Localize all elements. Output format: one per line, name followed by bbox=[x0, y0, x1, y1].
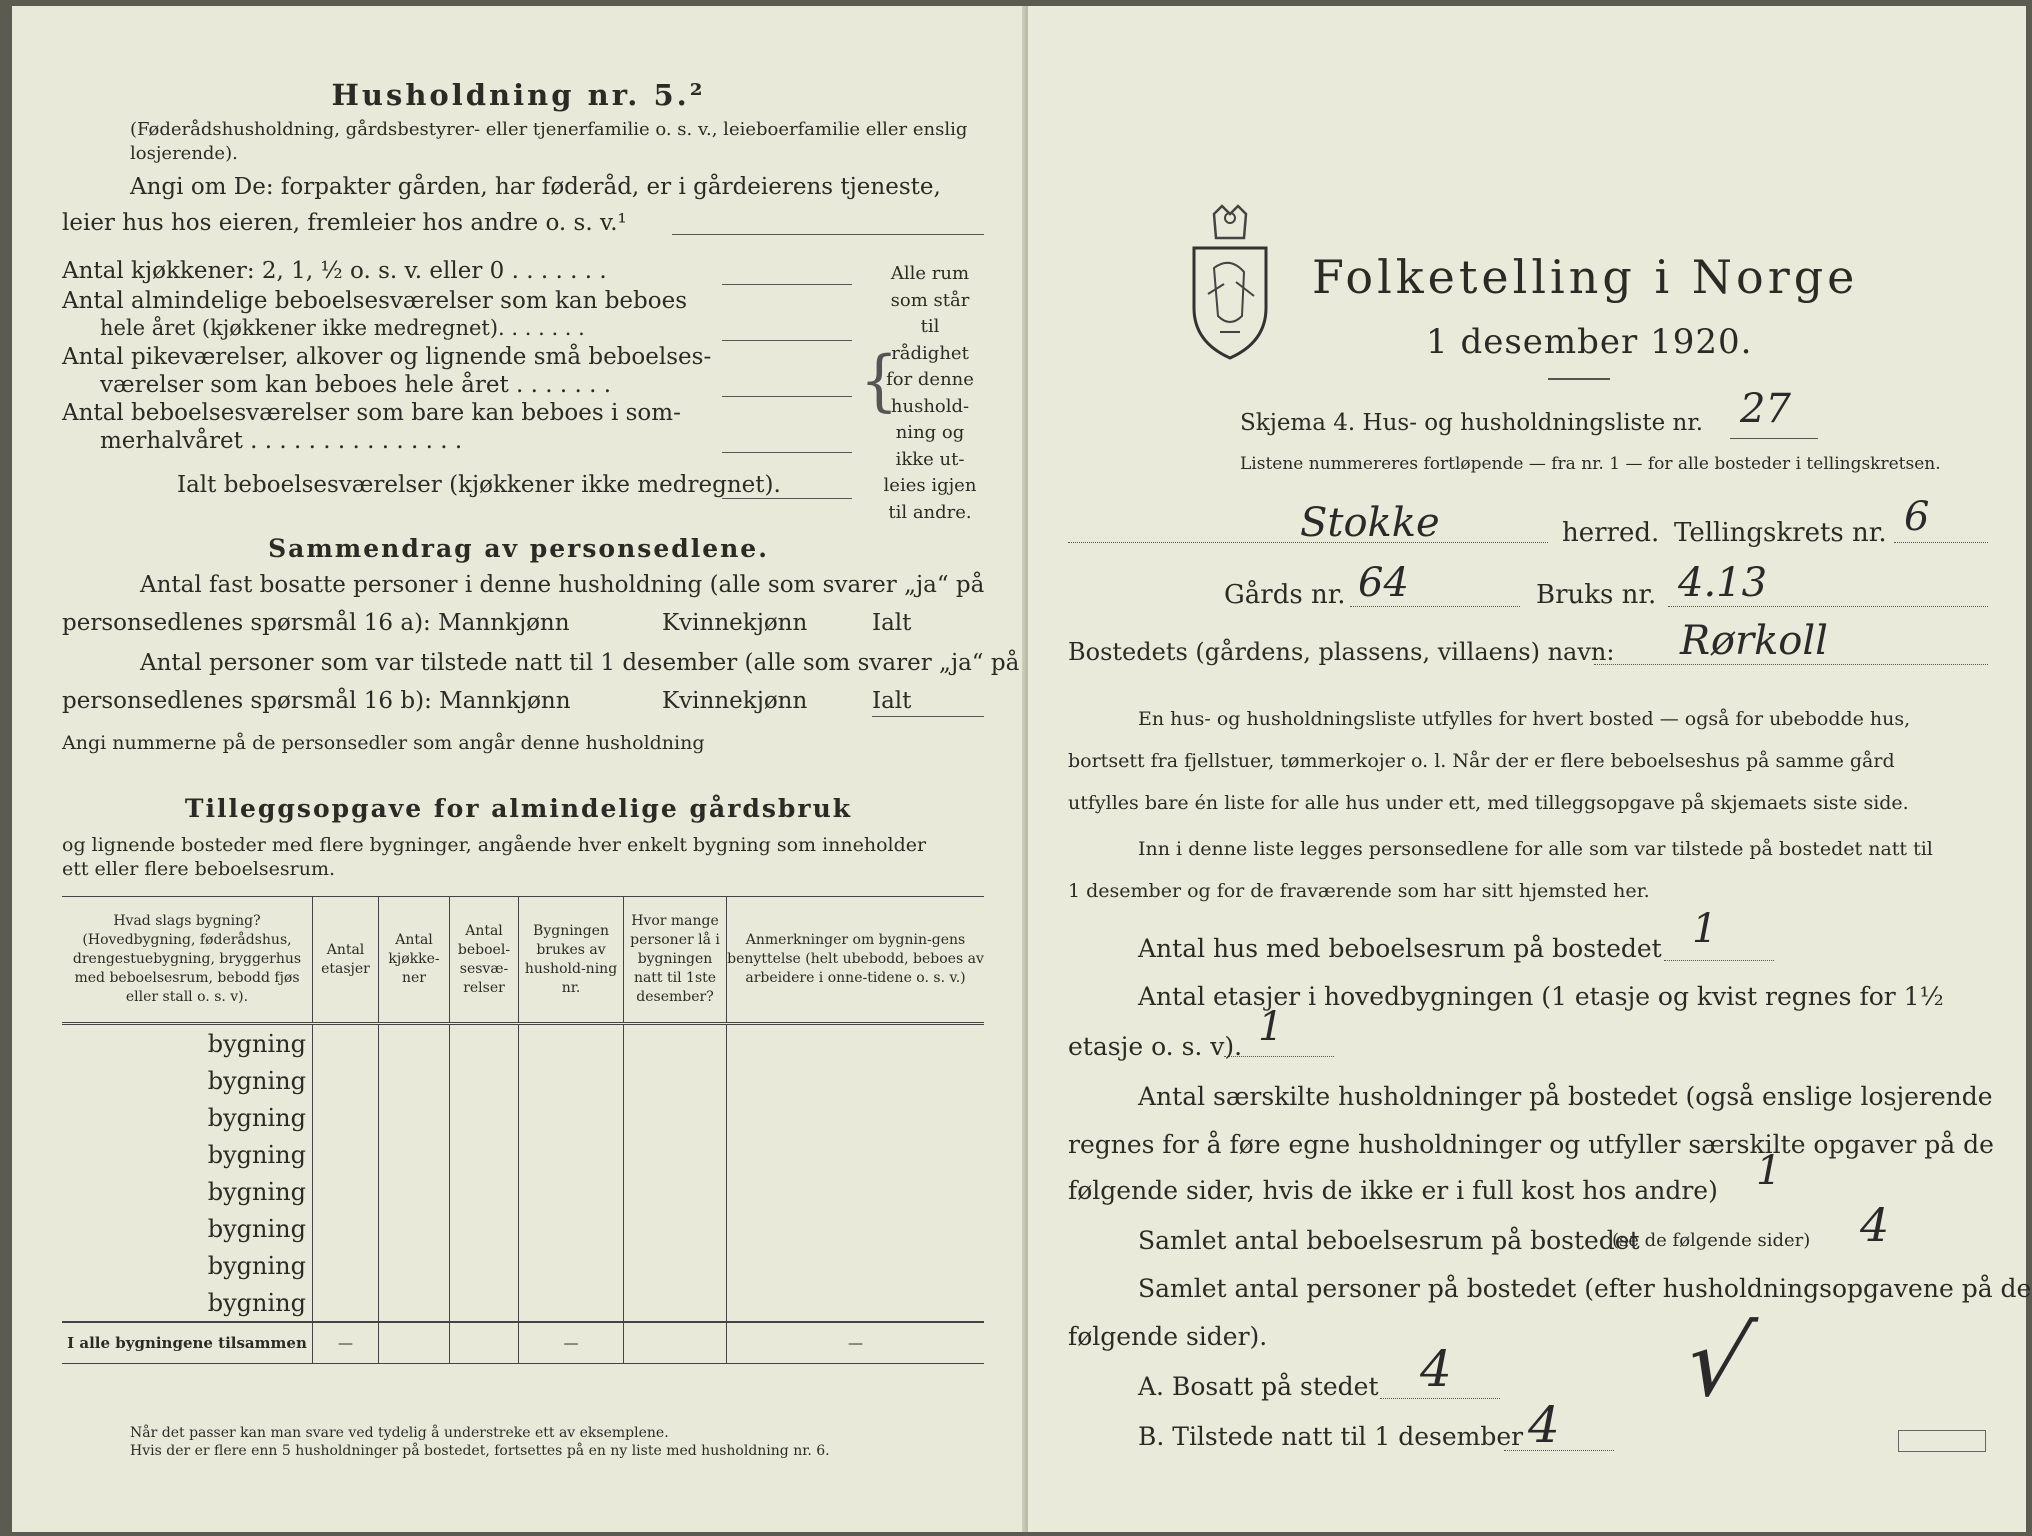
building-cell bbox=[727, 1099, 985, 1136]
bracket-note-line: for denne bbox=[886, 369, 974, 390]
buildings-total-row bbox=[62, 1322, 984, 1364]
building-type-cell: bygning bbox=[62, 1210, 313, 1247]
building-type-cell: bygning bbox=[62, 1024, 313, 1063]
bracket-note-line: rådighet bbox=[891, 342, 969, 364]
bruks-number: 4.13 bbox=[1678, 560, 1768, 606]
sammendrag-line-1: Antal fast bosatte personer i denne husholdning (alle som svarer „ja“ på bbox=[140, 572, 985, 598]
bracket-note-line: leies igjen bbox=[883, 475, 977, 496]
right-page bbox=[1028, 6, 2032, 1532]
check-mark: √ bbox=[1676, 1306, 1762, 1418]
building-row bbox=[62, 1062, 984, 1099]
building-row bbox=[62, 1173, 984, 1210]
ialt-beboelse-label: Ialt beboelsesværelser (kjøkkener ikke medregnet). bbox=[177, 472, 781, 498]
bracket-note-line: Alle rum bbox=[890, 263, 970, 284]
bracket-note-line: som står til bbox=[890, 289, 970, 337]
skjema-label: Skjema 4. Hus- og husholdningsliste nr. bbox=[1240, 410, 1704, 436]
q-tilstede: B. Tilstede natt til 1 desember bbox=[1138, 1422, 1524, 1451]
form-date: 1 desember 1920. bbox=[1426, 322, 1753, 362]
building-type-cell: bygning bbox=[62, 1173, 313, 1210]
sammendrag-line-2: personsedlenes spørsmål 16 a): Mannkjønn bbox=[62, 610, 570, 636]
building-cell bbox=[379, 1099, 450, 1136]
q-rum: Samlet antal beboelsesrum på bostedet bbox=[1138, 1226, 1640, 1255]
sammendrag-line-3: Antal personer som var tilstede natt til 1 desember (alle som svarer „ja“ på bbox=[140, 650, 1020, 676]
skjema-number: 27 bbox=[1740, 386, 1791, 432]
building-cell bbox=[624, 1099, 727, 1136]
info-line-2: bortsett fra fjellstuer, tømmerkojer o. l. Når der er flere beboelseshus på samme gård bbox=[1068, 750, 1895, 772]
building-cell bbox=[519, 1210, 624, 1247]
building-cell bbox=[379, 1136, 450, 1173]
a-etasjer: 1 bbox=[1258, 1004, 1284, 1050]
household-title: Husholdning nr. 5.² bbox=[331, 78, 706, 112]
info-line-4: Inn i denne liste legges personsedlene for alle som var tilstede på bostedet natt til bbox=[1138, 838, 1933, 860]
almindelige-line-1: Antal almindelige beboelsesværelser som kan beboes bbox=[62, 288, 688, 314]
sammendrag-title: Sammendrag av personsedlene. bbox=[268, 534, 769, 563]
total-label: I alle bygningene tilsammen bbox=[62, 1322, 313, 1364]
building-cell bbox=[727, 1024, 985, 1063]
building-cell bbox=[624, 1173, 727, 1210]
gards-line bbox=[1350, 606, 1520, 607]
ialt-line-2 bbox=[872, 716, 984, 717]
almindelige-line-2: hele året (kjøkkener ikke medregnet). . . . . . . bbox=[100, 316, 585, 340]
building-cell bbox=[727, 1210, 985, 1247]
building-cell bbox=[379, 1284, 450, 1322]
etasjer-line bbox=[1224, 1056, 1334, 1057]
ialt-line bbox=[722, 498, 852, 499]
q-etasjer-2: etasje o. s. v). bbox=[1068, 1032, 1243, 1061]
building-type-cell: bygning bbox=[62, 1062, 313, 1099]
building-row bbox=[62, 1024, 984, 1063]
q-bosatt: A. Bosatt på stedet bbox=[1138, 1372, 1379, 1401]
q-pers-1: Samlet antal personer på bostedet (efter husholdningsopgavene på de bbox=[1138, 1274, 2032, 1303]
building-cell bbox=[519, 1247, 624, 1284]
bracket-note bbox=[880, 261, 980, 526]
header-bygning: Hvad slags bygning? (Hovedbygning, føderådshus, drengestuebygning, bryggerhus med beboelsesrum, bebodd fjøs eller stall o. s. v). bbox=[62, 897, 313, 1024]
info-line-3: utfylles bare én liste for alle hus under ett, med tilleggsopgave på skjemaets siste side. bbox=[1068, 792, 1909, 814]
buildings-table-header bbox=[62, 897, 984, 1024]
printer-stamp bbox=[1898, 1430, 1986, 1452]
ialt-label-2: Ialt bbox=[872, 688, 912, 714]
info-line-5: 1 desember og for de fraværende som har sitt hjemsted her. bbox=[1068, 880, 1650, 902]
building-cell bbox=[727, 1173, 985, 1210]
coat-of-arms-icon bbox=[1184, 204, 1276, 360]
building-cell bbox=[379, 1210, 450, 1247]
bosatt-line bbox=[1380, 1398, 1500, 1399]
building-cell bbox=[519, 1136, 624, 1173]
footnote-2: Hvis der er flere enn 5 husholdninger på bostedet, fortsettes på en ny liste med husholdning nr. 6. bbox=[130, 1443, 830, 1459]
tilstede-line bbox=[1504, 1450, 1614, 1451]
header-beboelsesvaerelser: Antal beboel-sesvæ-relser bbox=[450, 897, 519, 1024]
building-cell bbox=[727, 1247, 985, 1284]
building-type-cell: bygning bbox=[62, 1284, 313, 1322]
building-row bbox=[62, 1247, 984, 1284]
angi-line-2: leier hus hos eieren, fremleier hos andre o. s. v.¹ bbox=[62, 210, 627, 236]
pike-line-1: Antal pikeværelser, alkover og lignende små beboelses- bbox=[62, 344, 712, 370]
bruks-line bbox=[1668, 606, 1988, 607]
total-etasjer: — bbox=[313, 1322, 379, 1364]
total-vaerelser bbox=[450, 1322, 519, 1364]
building-cell bbox=[313, 1247, 379, 1284]
a-tilstede: 4 bbox=[1528, 1396, 1560, 1454]
building-cell bbox=[313, 1173, 379, 1210]
total-anmerkninger: — bbox=[727, 1322, 985, 1364]
bruks-label: Bruks nr. bbox=[1536, 580, 1657, 610]
building-cell bbox=[519, 1284, 624, 1322]
q-rum-note: (se de følgende sider) bbox=[1612, 1230, 1811, 1251]
household-subtitle: (Føderådshusholdning, gårdsbestyrer- eller tjenerfamilie o. s. v., leieboerfamilie eller enslig losjerende). bbox=[130, 119, 968, 164]
q-etasjer-1: Antal etasjer i hovedbygningen (1 etasje og kvist regnes for 1½ bbox=[1138, 982, 1944, 1011]
header-kjokkener: Antal kjøkke-ner bbox=[379, 897, 450, 1024]
building-cell bbox=[450, 1136, 519, 1173]
tellingskrets-number: 6 bbox=[1904, 494, 1930, 540]
building-cell bbox=[450, 1024, 519, 1063]
building-cell bbox=[313, 1284, 379, 1322]
kjokkener-line bbox=[722, 284, 852, 285]
a-hus: 1 bbox=[1692, 906, 1718, 952]
building-cell bbox=[727, 1136, 985, 1173]
herred-line bbox=[1068, 542, 1548, 543]
q-pers-2: følgende sider). bbox=[1068, 1322, 1268, 1351]
kvinne-label-1: Kvinnekjønn bbox=[662, 610, 808, 636]
skjema-line bbox=[1730, 438, 1818, 439]
tillegg-line-1: og lignende bosteder med flere bygninger, angående hver enkelt bygning som inneholder bbox=[62, 834, 927, 856]
angi-answer-line bbox=[672, 234, 984, 235]
building-cell bbox=[450, 1099, 519, 1136]
sommer-line bbox=[722, 452, 852, 453]
bracket-note-line: hushold- bbox=[890, 395, 970, 417]
building-cell bbox=[313, 1136, 379, 1173]
building-cell bbox=[450, 1173, 519, 1210]
bracket-icon: { bbox=[860, 342, 899, 420]
building-cell bbox=[727, 1284, 985, 1322]
q-sers-3: følgende sider, hvis de ikke er i full kost hos andre) bbox=[1068, 1176, 1718, 1205]
tillegg-title: Tilleggsopgave for almindelige gårdsbruk bbox=[184, 794, 853, 823]
alm-line bbox=[722, 340, 852, 341]
total-kjokkener bbox=[379, 1322, 450, 1364]
building-cell bbox=[379, 1024, 450, 1063]
form-title: Folketelling i Norge bbox=[1312, 250, 1859, 304]
listene-note: Listene nummereres fortløpende — fra nr. 1 — for alle bosteder i tellingskretsen. bbox=[1240, 454, 1941, 474]
ialt-label-1: Ialt bbox=[872, 610, 912, 636]
gards-label: Gårds nr. bbox=[1224, 580, 1346, 610]
angi-line-1: Angi om De: forpakter gården, har føderåd, er i gårdeierens tjeneste, bbox=[130, 174, 941, 200]
bosted-label: Bostedets (gårdens, plassens, villaens) navn: bbox=[1068, 638, 1615, 666]
header-etasjer: Antal etasjer bbox=[313, 897, 379, 1024]
header-anmerkninger: Anmerkninger om bygnin-gens benyttelse (helt ubebodd, beboes av arbeidere i onne-tidene o. s. v.) bbox=[727, 897, 985, 1024]
footnote-1: Når det passer kan man svare ved tydelig å understreke ett av eksemplene. bbox=[130, 1425, 669, 1441]
building-cell bbox=[313, 1210, 379, 1247]
header-personer: Hvor mange personer lå i bygningen natt til 1ste desember? bbox=[624, 897, 727, 1024]
document-spread bbox=[12, 6, 2032, 1532]
kjokkener-label: Antal kjøkkener: 2, 1, ½ o. s. v. eller 0 . . . . . . . bbox=[62, 258, 607, 284]
gards-number: 64 bbox=[1358, 560, 1409, 606]
building-row bbox=[62, 1136, 984, 1173]
bracket-note-line: til andre. bbox=[888, 501, 972, 523]
sommer-line-1: Antal beboelsesværelser som bare kan beboes i som- bbox=[62, 400, 681, 426]
building-cell bbox=[519, 1173, 624, 1210]
pike-line bbox=[722, 396, 852, 397]
tellingskrets-line bbox=[1894, 542, 1988, 543]
info-line-1: En hus- og husholdningsliste utfylles for hvert bosted — også for ubebodde hus, bbox=[1138, 708, 1911, 730]
a-sers: 1 bbox=[1756, 1148, 1782, 1194]
building-cell bbox=[450, 1062, 519, 1099]
building-cell bbox=[727, 1062, 985, 1099]
building-cell bbox=[379, 1173, 450, 1210]
sommer-line-2: merhalvåret . . . . . . . . . . . . . . . bbox=[100, 428, 463, 454]
building-cell bbox=[624, 1024, 727, 1063]
building-cell bbox=[313, 1024, 379, 1063]
bracket-note-line: ning og bbox=[895, 422, 965, 443]
a-bosatt: 4 bbox=[1420, 1340, 1452, 1398]
building-cell bbox=[519, 1099, 624, 1136]
building-cell bbox=[313, 1062, 379, 1099]
building-cell bbox=[624, 1284, 727, 1322]
building-type-cell: bygning bbox=[62, 1247, 313, 1284]
nummerne-label: Angi nummerne på de personsedler som angår denne husholdning bbox=[62, 732, 705, 754]
tellingskrets-label: Tellingskrets nr. bbox=[1674, 518, 1887, 548]
building-cell bbox=[313, 1099, 379, 1136]
building-row bbox=[62, 1210, 984, 1247]
building-row bbox=[62, 1284, 984, 1322]
pike-line-2: værelser som kan beboes hele året . . . . . . . bbox=[100, 372, 612, 398]
q-sers-2: regnes for å føre egne husholdninger og utfyller særskilte opgaver på de bbox=[1068, 1130, 1994, 1159]
hus-line bbox=[1664, 960, 1774, 961]
building-cell bbox=[450, 1284, 519, 1322]
building-cell bbox=[519, 1062, 624, 1099]
herred-name: Stokke bbox=[1300, 500, 1440, 546]
herred-label: herred. bbox=[1562, 518, 1660, 548]
header-husholdning: Bygningen brukes av hushold-ning nr. bbox=[519, 897, 624, 1024]
total-husholdning: — bbox=[519, 1322, 624, 1364]
q-sers-1: Antal særskilte husholdninger på bostedet (også enslige losjerende bbox=[1138, 1082, 1993, 1111]
building-cell bbox=[379, 1062, 450, 1099]
sammendrag-line-4: personsedlenes spørsmål 16 b): Mannkjønn bbox=[62, 688, 571, 714]
left-page bbox=[12, 6, 1025, 1532]
bracket-note-line: ikke ut- bbox=[895, 448, 965, 470]
kvinne-label-2: Kvinnekjønn bbox=[662, 688, 808, 714]
building-cell bbox=[379, 1247, 450, 1284]
building-cell bbox=[450, 1210, 519, 1247]
q-hus: Antal hus med beboelsesrum på bostedet bbox=[1138, 934, 1662, 963]
building-cell bbox=[519, 1024, 624, 1063]
title-rule bbox=[1548, 378, 1610, 380]
building-row bbox=[62, 1099, 984, 1136]
building-cell bbox=[450, 1247, 519, 1284]
building-cell bbox=[624, 1210, 727, 1247]
total-personer bbox=[624, 1322, 727, 1364]
buildings-table bbox=[62, 896, 984, 1364]
building-cell bbox=[624, 1136, 727, 1173]
a-rum: 4 bbox=[1860, 1198, 1890, 1252]
building-type-cell: bygning bbox=[62, 1099, 313, 1136]
building-cell bbox=[624, 1247, 727, 1284]
bosted-line bbox=[1594, 664, 1988, 665]
building-type-cell: bygning bbox=[62, 1136, 313, 1173]
bosted-name: Rørkoll bbox=[1680, 618, 1828, 664]
building-cell bbox=[624, 1062, 727, 1099]
tillegg-line-2: ett eller flere beboelsesrum. bbox=[62, 858, 336, 880]
